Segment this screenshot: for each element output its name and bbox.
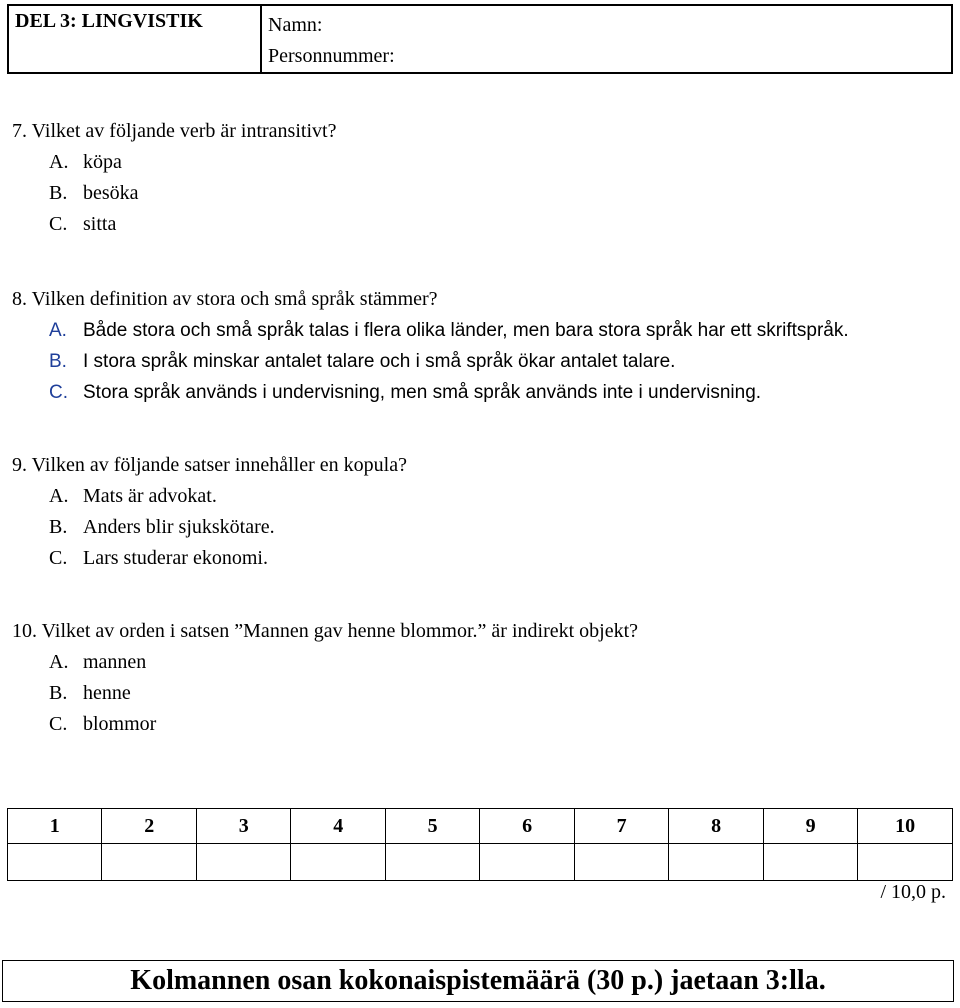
option-text: mannen <box>83 651 147 673</box>
answer-number: 10 <box>858 809 953 844</box>
question-7 <box>12 116 336 240</box>
answer-number: 9 <box>763 809 857 844</box>
student-info-cell <box>261 5 952 73</box>
option-text: Lars studerar ekonomi. <box>83 547 268 569</box>
header-table <box>7 4 953 74</box>
answer-cell[interactable] <box>385 844 479 881</box>
answer-number: 7 <box>574 809 668 844</box>
answer-cell[interactable] <box>480 844 574 881</box>
answer-number: 8 <box>669 809 763 844</box>
option-text: I stora språk minskar antalet talare och i små språk ökar antalet talare. <box>83 351 676 372</box>
answer-cell[interactable] <box>102 844 196 881</box>
score-label: / 10,0 p. <box>880 881 946 903</box>
question-8 <box>12 284 849 408</box>
option-text: köpa <box>83 151 122 173</box>
answer-number: 5 <box>385 809 479 844</box>
question-10 <box>12 616 638 740</box>
option-letter: A. <box>49 151 69 173</box>
answer-number: 4 <box>291 809 385 844</box>
option-b <box>12 346 849 377</box>
option-letter: B. <box>49 682 68 704</box>
option-c <box>12 209 336 240</box>
answer-cell[interactable] <box>858 844 953 881</box>
option-a <box>12 147 336 178</box>
option-text: Mats är advokat. <box>83 485 217 507</box>
option-text: blommor <box>83 713 157 735</box>
answer-grid <box>7 808 953 881</box>
option-text: besöka <box>83 182 139 204</box>
option-letter: B. <box>49 182 68 204</box>
option-b <box>12 678 638 709</box>
option-b <box>12 512 407 543</box>
answer-cell[interactable] <box>8 844 102 881</box>
option-c <box>12 377 849 408</box>
question-stem: 10. Vilket av orden i satsen ”Mannen gav henne blommor.” är indirekt objekt? <box>12 620 639 642</box>
option-text: Anders blir sjukskötare. <box>83 516 275 538</box>
option-text: Både stora och små språk talas i flera olika länder, men bara stora språk har ett skriftspråk. <box>83 320 849 341</box>
option-b <box>12 178 336 209</box>
option-text: sitta <box>83 213 117 235</box>
option-letter: C. <box>49 213 68 235</box>
name-label: Namn: <box>268 14 323 36</box>
question-stem: 8. Vilken definition av stora och små språk stämmer? <box>12 288 438 310</box>
answer-cell[interactable] <box>196 844 290 881</box>
option-a <box>12 481 407 512</box>
option-text: henne <box>83 682 131 704</box>
answer-cell[interactable] <box>763 844 857 881</box>
personnummer-label: Personnummer: <box>268 45 395 67</box>
option-text: Stora språk används i undervisning, men små språk används inte i undervisning. <box>83 382 762 403</box>
option-c <box>12 709 638 740</box>
question-stem: 9. Vilken av följande satser innehåller en kopula? <box>12 454 407 476</box>
answer-number: 1 <box>8 809 102 844</box>
option-letter: A. <box>49 651 69 673</box>
answer-cell[interactable] <box>291 844 385 881</box>
option-letter: B. <box>49 516 68 538</box>
option-a <box>12 315 849 346</box>
option-letter: C. <box>49 382 68 403</box>
section-title: DEL 3: LINGVISTIK <box>8 5 261 73</box>
option-letter: B. <box>49 351 67 372</box>
answer-number: 2 <box>102 809 196 844</box>
answer-cell[interactable] <box>669 844 763 881</box>
option-a <box>12 647 638 678</box>
option-c <box>12 543 407 574</box>
option-letter: A. <box>49 485 69 507</box>
question-stem: 7. Vilket av följande verb är intransitivt? <box>12 120 337 142</box>
answer-cell[interactable] <box>574 844 668 881</box>
option-letter: C. <box>49 713 68 735</box>
total-note: Kolmannen osan kokonaispistemäärä (30 p.) jaetaan 3:lla. <box>2 960 954 1002</box>
question-9 <box>12 450 407 574</box>
option-letter: C. <box>49 547 68 569</box>
answer-number: 3 <box>196 809 290 844</box>
answer-number: 6 <box>480 809 574 844</box>
option-letter: A. <box>49 320 67 341</box>
